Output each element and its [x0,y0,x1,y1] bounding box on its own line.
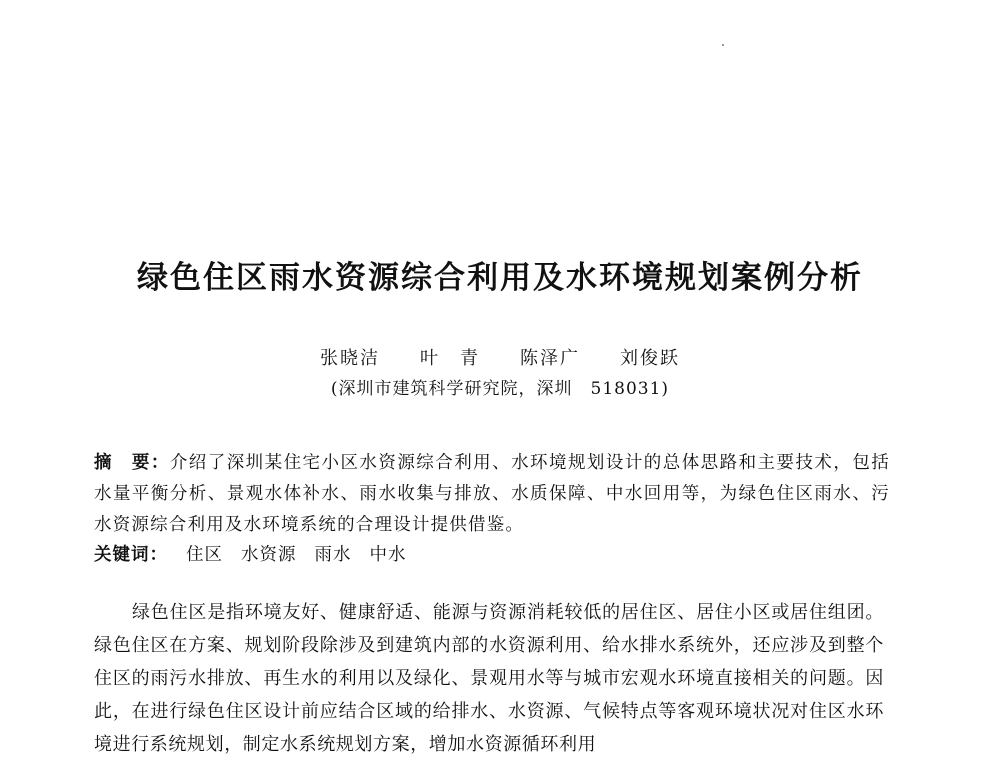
abstract-label: 摘 要： [94,453,170,473]
author-name: 叶 青 [420,348,480,369]
keywords-label: 关键词： [94,545,168,565]
keyword: 雨水 [314,545,352,565]
paper-title: 绿色住区雨水资源综合利用及水环境规划案例分析 [137,260,863,296]
affiliation: (深圳市建筑科学研究院，深圳 518031) [330,379,670,399]
abstract [94,448,890,541]
keyword: 住区 [186,545,223,565]
abstract-text: 介绍了深圳某住宅小区水资源综合利用、水环境规划设计的总体思路和主要技术，包括水量平衡分析、景观水体补水、雨水收集与排放、水质保障、中水回用等，为绿色住区雨水、污水资源综合利用及水环境系统的合理设计提供借鉴。 [94,453,890,535]
body-paragraph: 绿色住区是指环境友好、健康舒适、能源与资源消耗较低的居住区、居住小区或居住组团。绿色住区在方案、规划阶段除涉及到建筑内部的水资源利用、给水排水系统外，还应涉及到整个住区的雨污水排放、再生水的利用以及绿化、景观用水等与城市宏观水环境直接相关的问题。因此，在进行绿色住区设计前应结合区域的给排水、水资源、气候特点等客观环境状况对住区水环境进行系统规划，制定水系统规划方案，增加水资源循环利用 [94,602,884,755]
keyword: 水资源 [241,545,297,565]
scan-speck [722,44,724,46]
keywords [94,540,890,571]
keyword: 中水 [369,545,407,565]
author-list [320,344,680,370]
author-name: 刘俊跃 [620,348,680,369]
author-name: 张晓洁 [320,348,380,369]
author-name: 陈泽广 [520,348,580,369]
